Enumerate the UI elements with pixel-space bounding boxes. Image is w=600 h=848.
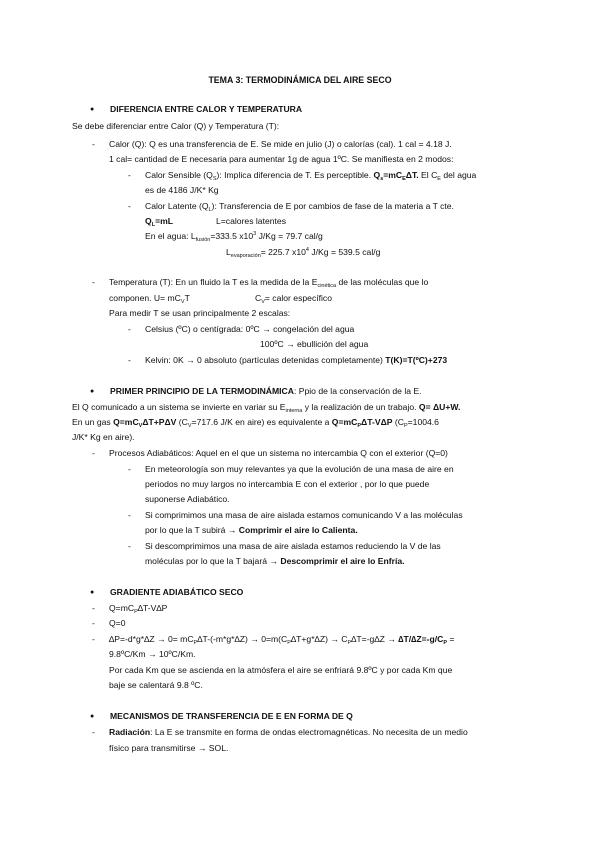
radiacion-text-cont: físico para transmitirse → SOL. xyxy=(109,743,229,753)
latente-formula: $Q_L=mL$ xyxy=(145,216,173,228)
gradiente-derivation: $\Delta P=-d*g*\Delta Z \to 0= mC_P\Delta T-(-m*g*\Delta Z) \to 0=m(C_P\Delta T+g*\Delta Z) \to C_P\Delta T=-g\Delta Z \to \Delta T/\Delta Z=-g/C_P$ = xyxy=(109,634,455,646)
escalas-intro: Para medir T se usan principalmente 2 escalas: xyxy=(109,308,291,318)
calor-definition-cont: 1 cal= cantidad de E necesaria para aumentar 1g de agua 1ºC. Se manifiesta en 2 modos: xyxy=(109,154,454,164)
temperatura-definition: Temperatura (T): En un fluido la T es la medida de la $E_{cinética}$ de las moléculas que lo xyxy=(109,277,429,289)
comprimir-text-cont: por lo que la T subirá → Comprimir el aire lo Calienta. xyxy=(145,525,358,535)
meteorologia-text-end: suponerse Adiabático. xyxy=(145,494,230,504)
temperatura-formula: componen. $U= mC_VT$ xyxy=(109,293,190,305)
descomprimir-text-cont: moléculas por lo que la T bajará → Descomprimir el aire lo Enfría. xyxy=(145,556,405,566)
celsius-scale: Celsius (ºC) o centígrada: 0ºC → congelación del agua xyxy=(145,324,355,334)
section-heading-calor-temperatura: DIFERENCIA ENTRE CALOR Y TEMPERATURA xyxy=(110,104,303,114)
bullet-icon: ● xyxy=(90,713,95,720)
procesos-adiabaticos: Procesos Adiabáticos: Aquel en el que un sistema no intercambia Q con el exterior (Q=0) xyxy=(109,448,448,458)
meteorologia-text-cont: periodos no muy largos no intercambia E con el exterior , por lo que puede xyxy=(145,479,430,489)
dash-icon: - xyxy=(92,277,95,287)
dash-icon: - xyxy=(128,324,131,334)
bullet-icon: ● xyxy=(90,589,95,596)
meteorologia-text: En meteorología son muy relevantes ya que la evolución de una masa de aire en xyxy=(145,464,454,474)
dash-icon: - xyxy=(128,355,131,365)
dash-icon: - xyxy=(128,201,131,211)
section-heading-primer-principio: PRIMER PRINCIPIO DE LA TERMODINÁMICA: Ppio de la conservación de la E. xyxy=(110,386,422,396)
latente-fusion: En el agua: $L_{fusión}=333.5$ $x10^3$ J/Kg = 79.7 cal/g xyxy=(145,231,323,243)
dash-icon: - xyxy=(128,541,131,551)
gradiente-value: 9.8ºC/Km → 10ºC/Km. xyxy=(109,649,196,659)
gradiente-explanation-cont: baje se calentará 9.8 ºC. xyxy=(109,680,203,690)
dash-icon: - xyxy=(128,170,131,180)
dash-icon: - xyxy=(128,464,131,474)
section-heading-mecanismos: MECANISMOS DE TRANSFERENCIA DE E EN FORMA DE Q xyxy=(110,711,353,721)
descomprimir-text: Si descomprimimos una masa de aire aislada estamos reduciendo la V de las xyxy=(145,541,441,551)
bullet-icon: ● xyxy=(90,106,95,113)
dash-icon: - xyxy=(92,634,95,644)
page-title: TEMA 3: TERMODINÁMICA DEL AIRE SECO xyxy=(208,75,392,85)
dash-icon: - xyxy=(128,510,131,520)
gradiente-eq2: Q=0 xyxy=(109,618,126,628)
dash-icon: - xyxy=(92,727,95,737)
calor-sensible: Calor Sensible $(Q_S)$: Implica diferencia de T. Es perceptible. $Q_s=mC_E\Delta T$. El $C_E$ del agua xyxy=(145,170,477,182)
primer-principio-text: El Q comunicado a un sistema se invierte en variar su $E_{interna}$ y la realización de un trabajo. Q= ΔU+W. xyxy=(72,402,461,414)
dash-icon: - xyxy=(92,448,95,458)
comprimir-text: Si comprimimos una masa de aire aislada estamos comunicando V a las moléculas xyxy=(145,510,463,520)
kelvin-scale: Kelvin: 0K → 0 absoluto (partículas detenidas completamente) T(K)=T(ºC)+273 xyxy=(145,355,448,365)
calor-especifico: $C_V=$ calor específico xyxy=(255,293,333,305)
bullet-icon: ● xyxy=(90,388,95,395)
latente-definition: L=calores latentes xyxy=(216,216,286,226)
calor-definition: Calor (Q): Q es una transferencia de E. Se mide en julio (J) o calorías (cal). 1 cal = 4.18 J. xyxy=(109,139,452,149)
intro-text: Se debe diferenciar entre Calor (Q) y Temperatura (T): xyxy=(72,121,280,131)
celsius-scale-cont: 100ºC → ebullición del agua xyxy=(260,339,369,349)
calor-latente: Calor Latente $(Q_L)$: Transferencia de E por cambios de fase de la materia a T cte. xyxy=(145,201,454,213)
gradiente-eq1: $Q=mC_P\Delta T-V\Delta P$ xyxy=(109,603,168,615)
calor-sensible-cont: es de 4186 J/K* Kg xyxy=(145,185,219,195)
gas-equations-cont: J/K* Kg en aire). xyxy=(72,432,135,442)
latente-evaporacion: $L_{evaporación}= 225.7$ $x10^4$ J/Kg = 539.5 cal/g xyxy=(226,247,381,259)
gas-equations: En un gas $Q=mC_V\Delta T+P\Delta V$ ($C_V=717.6$ J/K en aire) es equivalente a $Q=mC_P\Delta T$-VΔP ($C_P=1004.6$ xyxy=(72,417,439,429)
section-heading-gradiente: GRADIENTE ADIABÁTICO SECO xyxy=(110,587,244,597)
radiacion-text: Radiación: La E se transmite en forma de ondas electromagnéticas. No necesita de un medio xyxy=(109,727,468,737)
dash-icon: - xyxy=(92,139,95,149)
gradiente-explanation: Por cada Km que se ascienda en la atmósfera el aire se enfriará 9.8ºC y por cada Km que xyxy=(109,665,453,675)
dash-icon: - xyxy=(92,603,95,613)
dash-icon: - xyxy=(92,618,95,628)
